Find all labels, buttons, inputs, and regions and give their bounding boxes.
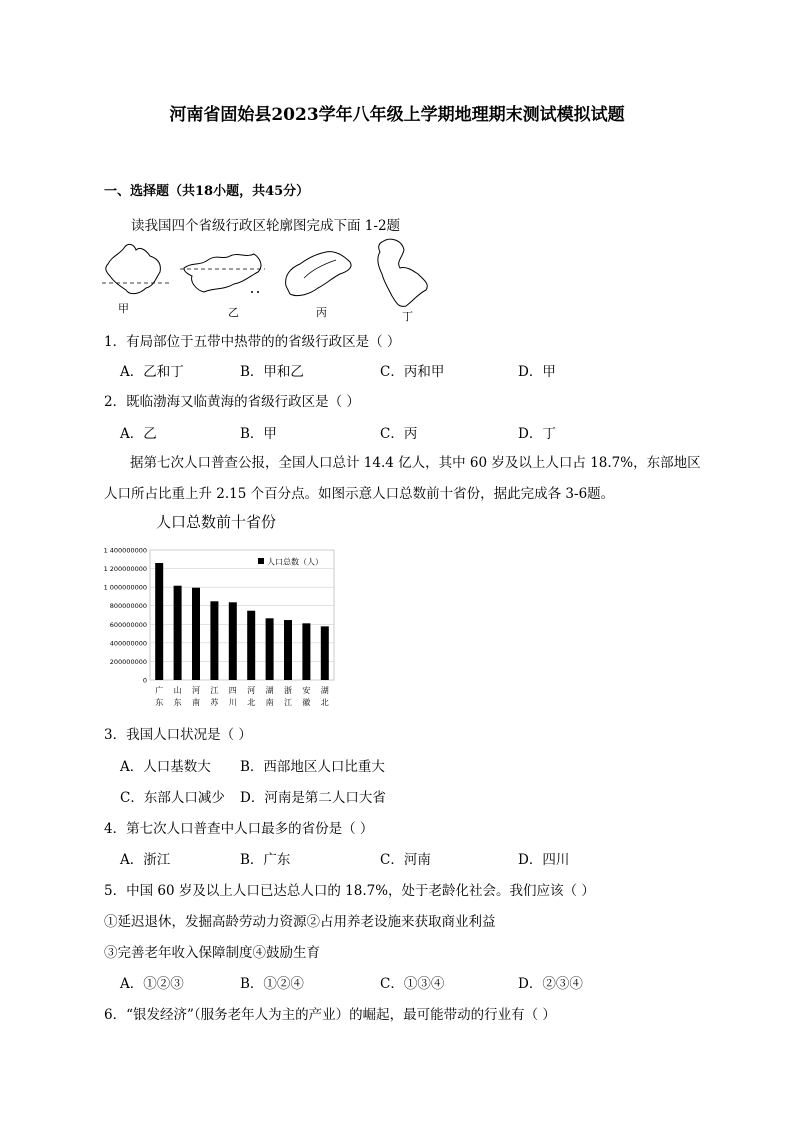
q3-option-d: D．河南是第二人口大省 bbox=[240, 790, 386, 806]
x-tick-label: 北 bbox=[247, 698, 256, 707]
x-tick-label: 徽 bbox=[302, 698, 311, 707]
map-bing-outline bbox=[286, 252, 351, 296]
x-tick-label: 江 bbox=[210, 686, 219, 695]
x-tick-label: 南 bbox=[265, 698, 274, 707]
q3-option-c: C．东部人口减少 bbox=[120, 790, 225, 806]
question-3-stem: 3．我国人口状况是（ ） bbox=[104, 727, 252, 743]
q4-option-d: D．四川 bbox=[518, 852, 570, 868]
province-outline-maps bbox=[100, 236, 445, 320]
bar bbox=[229, 602, 237, 680]
map-yi-outline bbox=[184, 254, 261, 292]
x-tick-label: 河 bbox=[192, 686, 200, 695]
x-tick-label: 四 bbox=[228, 686, 237, 695]
bar bbox=[284, 620, 292, 680]
x-tick-label: 广 bbox=[155, 686, 164, 695]
chart-y-tick-labels bbox=[104, 547, 147, 685]
intro-text-2-line1: 据第七次人口普查公报，全国人口总计 14.4 亿人，其中 60 岁及以上人口占 18.7%，东部地区 bbox=[130, 455, 701, 471]
y-tick-label: 0 bbox=[142, 676, 147, 685]
y-tick-label: 800000000 bbox=[109, 602, 147, 611]
q5-option-c: C．①③④ bbox=[380, 976, 445, 992]
q5-statement-line1: ①延迟退休，发掘高龄劳动力资源②占用养老设施来获取商业利益 bbox=[104, 914, 496, 930]
q5-statement-line2: ③完善老年收入保障制度④鼓励生育 bbox=[104, 945, 320, 961]
x-tick-label: 湖 bbox=[265, 686, 274, 695]
y-tick-label: 1 400000000 bbox=[103, 546, 147, 555]
map-jia-outline bbox=[106, 244, 161, 293]
y-tick-label: 600000000 bbox=[109, 620, 147, 629]
section-heading: 一、选择题（共18小题，共45分） bbox=[104, 184, 310, 199]
question-5-stem: 5．中国 60 岁及以上人口已达总人口的 18.7%，处于老龄化社会。我们应该（ ） bbox=[104, 883, 595, 899]
x-tick-label: 安 bbox=[302, 686, 311, 695]
bar bbox=[174, 586, 182, 680]
q4-option-a: A．浙江 bbox=[120, 852, 171, 868]
question-4-stem: 4．第七次人口普查中人口最多的省份是（ ） bbox=[104, 821, 374, 837]
x-tick-label: 苏 bbox=[210, 698, 219, 707]
y-tick-label: 400000000 bbox=[109, 639, 147, 648]
bar bbox=[302, 623, 310, 680]
x-tick-label: 河 bbox=[247, 686, 256, 695]
intro-text-2-line2: 人口所占比重上升 2.15 个百分点。如图示意人口总数前十省份，据此完成各 3-6题。 bbox=[104, 486, 615, 502]
q1-option-c: C．丙和甲 bbox=[380, 364, 445, 380]
x-tick-label: 东 bbox=[173, 698, 182, 707]
map-label-jia: 甲 bbox=[118, 302, 129, 315]
q5-option-b: B．①②④ bbox=[240, 976, 304, 992]
bar bbox=[321, 626, 329, 680]
bar bbox=[155, 563, 163, 680]
bar bbox=[210, 601, 218, 680]
x-tick-label: 浙 bbox=[284, 686, 292, 695]
q1-option-a: A．乙和丁 bbox=[120, 364, 184, 380]
x-tick-label: 北 bbox=[320, 698, 329, 707]
q3-option-a: A．人口基数大 bbox=[120, 759, 211, 775]
q3-option-b: B．西部地区人口比重大 bbox=[240, 759, 385, 775]
x-tick-label: 东 bbox=[155, 698, 164, 707]
x-tick-label: 南 bbox=[192, 698, 200, 707]
q2-option-b: B．甲 bbox=[240, 426, 277, 442]
chart-title: 人口总数前十省份 bbox=[156, 513, 277, 531]
q1-option-d: D．甲 bbox=[518, 364, 556, 380]
question-2-stem: 2．既临渤海又临黄海的省级行政区是（ ） bbox=[104, 394, 360, 410]
q2-option-a: A．乙 bbox=[120, 426, 157, 442]
chart-x-tick-labels bbox=[155, 685, 329, 707]
page-title: 河南省固始县2023学年八年级上学期地理期末测试模拟试题 bbox=[169, 105, 625, 125]
map-label-yi: 乙 bbox=[228, 306, 239, 319]
y-tick-label: 1 000000000 bbox=[103, 583, 147, 592]
legend-swatch bbox=[258, 558, 264, 564]
question-6-stem: 6．“银发经济”（服务老年人为主的产业）的崛起，最可能带动的行业有（ ） bbox=[104, 1007, 556, 1023]
x-tick-label: 川 bbox=[228, 698, 237, 707]
x-tick-label: 江 bbox=[284, 698, 292, 707]
question-1-stem: 1．有局部位于五带中热带的的省级行政区是（ ） bbox=[104, 334, 401, 350]
q4-option-c: C．河南 bbox=[380, 852, 431, 868]
map-label-ding: 丁 bbox=[402, 310, 413, 323]
bar bbox=[192, 588, 200, 680]
q4-option-b: B．广东 bbox=[240, 852, 291, 868]
chart-bars bbox=[155, 563, 329, 680]
y-tick-label: 200000000 bbox=[109, 657, 147, 666]
q2-option-c: C．丙 bbox=[380, 426, 418, 442]
bar bbox=[247, 611, 255, 680]
map-label-bing: 丙 bbox=[316, 306, 327, 319]
population-bar-chart bbox=[96, 540, 346, 715]
q1-option-b: B．甲和乙 bbox=[240, 364, 304, 380]
q5-option-a: A．①②③ bbox=[120, 976, 184, 992]
q5-option-d: D．②③④ bbox=[518, 976, 583, 992]
legend-label: 人口总数（人） bbox=[267, 557, 323, 567]
intro-text-1: 读我国四个省级行政区轮廓图完成下面 1-2题 bbox=[131, 218, 401, 234]
q2-option-d: D．丁 bbox=[518, 426, 556, 442]
x-tick-label: 湖 bbox=[320, 686, 329, 695]
x-tick-label: 山 bbox=[173, 686, 182, 695]
map-ding-outline bbox=[378, 239, 427, 306]
bar bbox=[266, 618, 274, 680]
y-tick-label: 1 200000000 bbox=[103, 565, 147, 574]
